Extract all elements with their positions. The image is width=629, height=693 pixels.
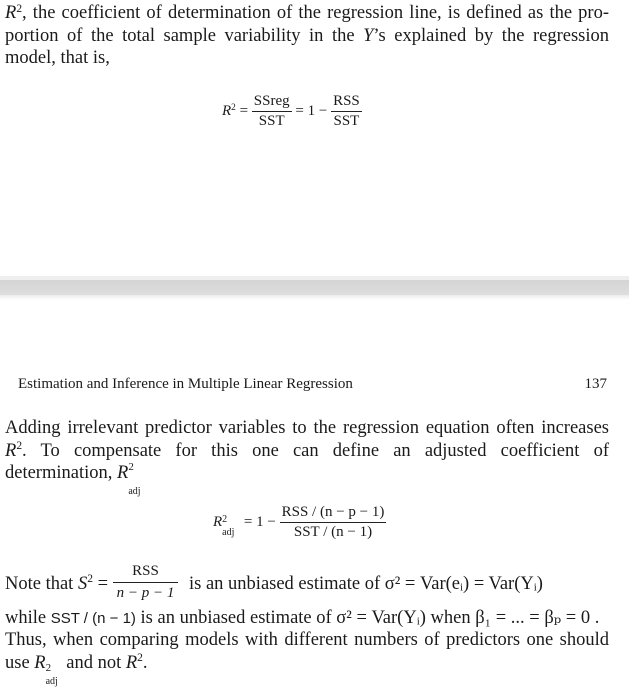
para1-radj: R [117, 463, 128, 483]
para3-text-1: Thus, when comparing models with different numbers of predictors one should use [5, 630, 609, 673]
line2-sigma-expr: σ² = Var(Yᵢ) [336, 608, 426, 628]
note-s: S [78, 574, 87, 594]
line2-while: while [5, 608, 46, 628]
note-frac-num: RSS [113, 564, 179, 583]
eq1-fraction-ssreg [252, 94, 292, 129]
adjusted-r-squared-equation [213, 505, 386, 540]
eq2-one-minus: = 1 − [244, 514, 276, 530]
eq2-frac-den: SST / (n − 1) [280, 523, 387, 540]
line2-beta-expr: β₁ = ... = βₚ = 0 . [475, 608, 599, 628]
eq2-lhs-sup: 2 [222, 515, 227, 525]
running-header [18, 374, 607, 394]
note-s-sup: 2 [87, 573, 93, 585]
note-text-1: is an unbiased estimate of [189, 574, 380, 594]
while-line [5, 607, 625, 631]
eq2-lhs-sub: adj [222, 528, 234, 538]
para3-r: R [126, 653, 137, 673]
r-superscript: 2 [16, 3, 22, 15]
note-equals: = [98, 574, 108, 594]
note-line [5, 566, 625, 603]
running-header-title: Estimation and Inference in Multiple Linear Regression [18, 376, 353, 392]
eq2-fraction [280, 505, 387, 540]
intro-paragraph [5, 2, 609, 70]
eq1-fraction-rss [331, 94, 362, 129]
eq1-frac2-den: SST [331, 112, 362, 129]
note-frac-den: n − p − 1 [113, 583, 179, 601]
note-sigma-expr: σ² = Var(eᵢ) = Var(Yᵢ) [385, 574, 543, 594]
r-squared-equation [222, 94, 362, 129]
para3-text-2: and not [62, 653, 126, 673]
intro-text-1: , the coefficient of determination of the regression line, is defined as the pro-portion of the total sample variability in the [5, 3, 609, 46]
line2-sst: SST / (n − 1) [51, 610, 136, 627]
para1-text-2: . To compensate for this one can define an adjusted coefficient of determination, [5, 441, 609, 484]
page-break-shadow-bottom [0, 295, 629, 300]
conclusion-paragraph [5, 629, 609, 674]
para1-r-sup: 2 [16, 440, 22, 452]
adjusted-r-paragraph: Adding irrelevant predictor variables to the regression equation often increases $R^2$. To compensate for this one can define an adjusted coefficient of determination, R 2 adj [5, 417, 609, 485]
para1-text-1: Adding irrelevant predictor variables to the regression equation often increases [5, 418, 609, 438]
intro-text-2: ’s explained by the regression model, that is, [5, 26, 609, 69]
eq2-frac-num: RSS / (n − p − 1) [280, 505, 387, 523]
eq1-lhs-sup: 2 [231, 103, 236, 113]
para3-radj: R [34, 653, 45, 673]
page-break-separator [0, 280, 629, 295]
para3-radj-sup: 2 [46, 657, 52, 680]
y-symbol: Y [363, 26, 373, 46]
note-lead: Note that [5, 574, 73, 594]
eq2-lhs: R [213, 514, 222, 530]
note-fraction [113, 564, 179, 601]
eq1-equals: = [240, 103, 248, 119]
line2-when: when [431, 608, 471, 628]
para1-radj-sub: adj [128, 481, 140, 504]
r-symbol: R [5, 3, 16, 23]
para1-r: R [5, 441, 16, 461]
para3-text-3: . [143, 653, 148, 673]
eq1-frac1-num: SSreg [252, 94, 292, 112]
eq1-one-minus: = 1 − [295, 103, 327, 119]
line2-text: is an unbiased estimate of [141, 608, 332, 628]
eq1-frac2-num: RSS [331, 94, 362, 112]
para3-r-sup: 2 [137, 652, 143, 664]
eq1-frac1-den: SST [252, 112, 292, 129]
eq1-lhs: R [222, 103, 231, 119]
page-number: 137 [585, 374, 608, 394]
para3-radj-sub: adj [46, 671, 58, 693]
